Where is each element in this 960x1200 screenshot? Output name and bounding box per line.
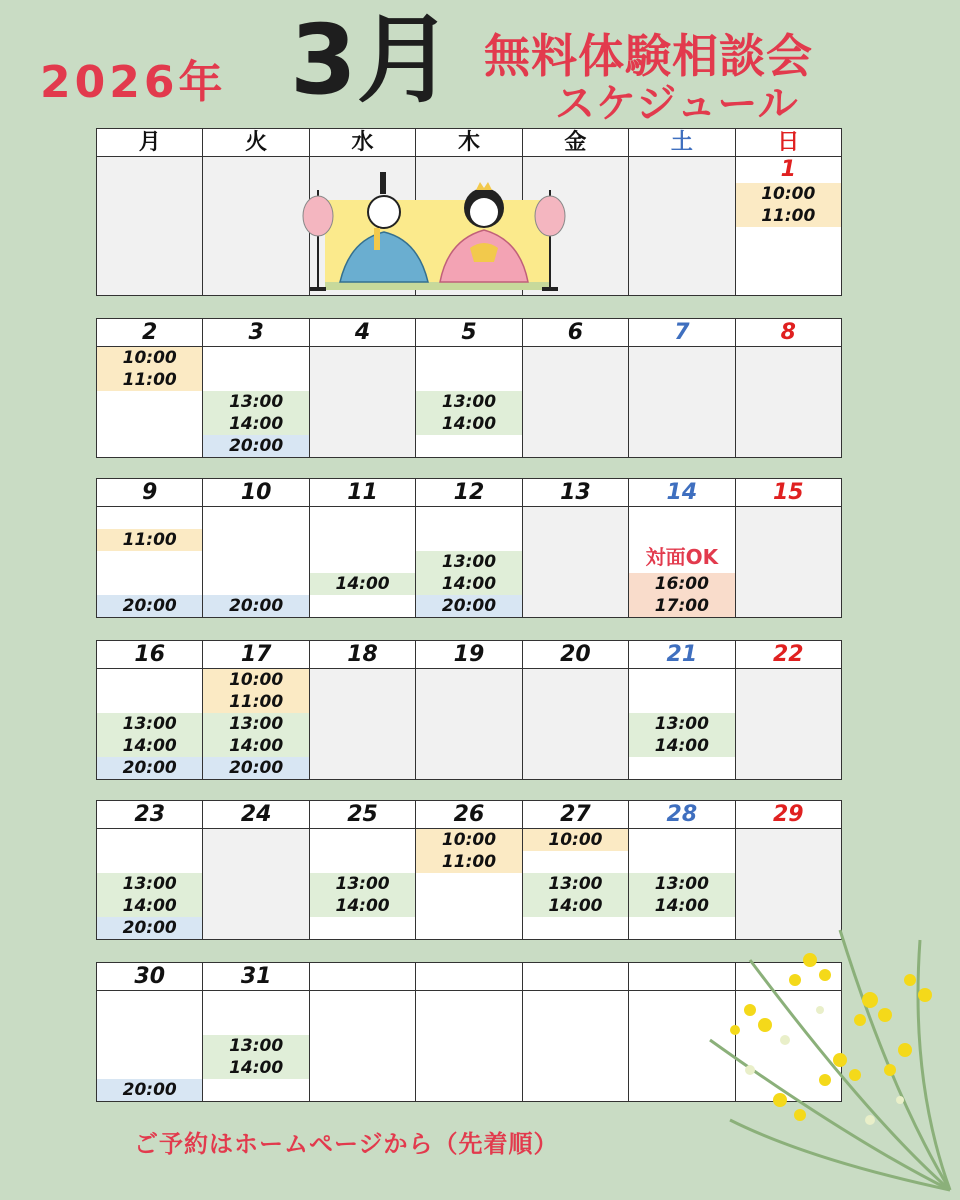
time-slot[interactable]: 10:00 xyxy=(203,669,308,691)
day-slots xyxy=(736,183,841,295)
time-slot[interactable]: 14:00 xyxy=(310,895,415,917)
day-number: 25 xyxy=(310,801,415,829)
day-number: 10 xyxy=(203,479,308,507)
calendar-day-17 xyxy=(203,641,309,780)
calendar-day-11 xyxy=(310,479,416,618)
calendar-day-24 xyxy=(203,801,309,940)
day-slots xyxy=(97,669,202,779)
day-slots xyxy=(97,347,202,457)
weekday-header: 月 xyxy=(97,129,202,157)
time-slot[interactable]: 11:00 xyxy=(736,205,841,227)
time-slot[interactable]: 20:00 xyxy=(97,1079,202,1101)
day-slots xyxy=(97,183,202,295)
calendar-day-16 xyxy=(97,641,203,780)
day-slots xyxy=(310,347,415,457)
calendar-day-19 xyxy=(416,641,522,780)
time-slot[interactable]: 14:00 xyxy=(203,735,308,757)
time-slot[interactable]: 11:00 xyxy=(97,529,202,551)
day-number: 16 xyxy=(97,641,202,669)
day-slots xyxy=(310,669,415,779)
day-number xyxy=(203,157,308,183)
calendar-day-6 xyxy=(523,319,629,458)
time-slot[interactable]: 13:00 xyxy=(523,873,628,895)
time-slot[interactable]: 10:00 xyxy=(523,829,628,851)
day-slots xyxy=(203,829,308,939)
day-number xyxy=(629,157,734,183)
hina-dolls-icon xyxy=(300,170,570,295)
time-slot[interactable]: 14:00 xyxy=(416,413,521,435)
time-slot[interactable]: 13:00 xyxy=(629,873,734,895)
month-label: 3月 xyxy=(290,4,453,116)
calendar-day-21 xyxy=(629,641,735,780)
calendar-day-empty xyxy=(97,129,203,296)
time-slot[interactable]: 13:00 xyxy=(629,713,734,735)
mimosa-bouquet-icon xyxy=(690,920,960,1200)
day-number xyxy=(523,963,628,991)
time-slot[interactable]: 14:00 xyxy=(203,413,308,435)
time-slot[interactable]: 20:00 xyxy=(97,917,202,939)
time-slot[interactable]: 13:00 xyxy=(310,873,415,895)
day-number: 27 xyxy=(523,801,628,829)
time-slot[interactable]: 10:00 xyxy=(416,829,521,851)
time-slot[interactable]: 20:00 xyxy=(97,595,202,617)
calendar-day-10 xyxy=(203,479,309,618)
day-number: 3 xyxy=(203,319,308,347)
day-number: 12 xyxy=(416,479,521,507)
calendar-day-22 xyxy=(736,641,842,780)
time-slot[interactable]: 14:00 xyxy=(629,895,734,917)
calendar-day-5 xyxy=(416,319,522,458)
day-slots xyxy=(416,829,521,939)
day-number: 8 xyxy=(736,319,841,347)
time-slot[interactable]: 20:00 xyxy=(97,757,202,779)
day-number xyxy=(310,963,415,991)
day-number: 11 xyxy=(310,479,415,507)
time-slot[interactable]: 14:00 xyxy=(416,573,521,595)
calendar-day-empty xyxy=(629,129,735,296)
weekday-header: 水 xyxy=(310,129,415,157)
day-slots xyxy=(310,829,415,939)
day-slots xyxy=(523,991,628,1101)
day-number: 26 xyxy=(416,801,521,829)
day-slots xyxy=(736,347,841,457)
time-slot[interactable]: 20:00 xyxy=(203,595,308,617)
time-slot[interactable]: 14:00 xyxy=(97,735,202,757)
time-slot[interactable]: 10:00 xyxy=(97,347,202,369)
day-slots xyxy=(523,669,628,779)
calendar-day-14 xyxy=(629,479,735,618)
calendar-day-30 xyxy=(97,963,203,1102)
time-slot[interactable]: 11:00 xyxy=(97,369,202,391)
time-slot[interactable]: 13:00 xyxy=(203,391,308,413)
day-slots xyxy=(203,991,308,1101)
day-slots xyxy=(416,507,521,617)
calendar-day-1 xyxy=(736,129,842,296)
time-slot[interactable]: 11:00 xyxy=(203,691,308,713)
day-slots xyxy=(97,829,202,939)
calendar-week-5 xyxy=(96,800,842,940)
day-slots xyxy=(523,507,628,617)
year-label: 2026年 xyxy=(40,57,227,108)
day-slots xyxy=(523,347,628,457)
day-slots xyxy=(629,507,734,617)
day-number: 4 xyxy=(310,319,415,347)
day-number: 31 xyxy=(203,963,308,991)
day-number xyxy=(416,963,521,991)
day-slots xyxy=(736,507,841,617)
day-number: 15 xyxy=(736,479,841,507)
day-number: 29 xyxy=(736,801,841,829)
time-slot[interactable]: 14:00 xyxy=(203,1057,308,1079)
day-number: 14 xyxy=(629,479,734,507)
calendar-day-empty xyxy=(310,963,416,1102)
calendar-day-7 xyxy=(629,319,735,458)
day-slots xyxy=(97,991,202,1101)
day-number: 6 xyxy=(523,319,628,347)
time-slot[interactable]: 13:00 xyxy=(203,713,308,735)
day-slots xyxy=(203,347,308,457)
calendar-day-26 xyxy=(416,801,522,940)
calendar-day-empty xyxy=(416,963,522,1102)
time-slot[interactable]: 14:00 xyxy=(523,895,628,917)
day-number xyxy=(97,157,202,183)
weekday-header: 土 xyxy=(629,129,734,157)
day-number: 28 xyxy=(629,801,734,829)
time-slot[interactable]: 17:00 xyxy=(629,595,734,617)
day-number: 24 xyxy=(203,801,308,829)
calendar-day-13 xyxy=(523,479,629,618)
calendar-day-empty xyxy=(523,963,629,1102)
calendar-day-23 xyxy=(97,801,203,940)
time-slot[interactable]: 14:00 xyxy=(310,573,415,595)
page-subtitle: スケジュール xyxy=(555,81,799,127)
day-number: 23 xyxy=(97,801,202,829)
day-slots xyxy=(203,669,308,779)
day-slots xyxy=(629,347,734,457)
calendar-day-empty xyxy=(203,129,309,296)
calendar-day-12 xyxy=(416,479,522,618)
day-slots xyxy=(203,507,308,617)
day-number: 18 xyxy=(310,641,415,669)
reservation-note: ご予約はホームページから（先着順） xyxy=(134,1130,559,1158)
day-number: 5 xyxy=(416,319,521,347)
calendar-week-3 xyxy=(96,478,842,618)
calendar-day-9 xyxy=(97,479,203,618)
weekday-header: 木 xyxy=(416,129,521,157)
page-title: 無料体験相談会 xyxy=(484,29,813,83)
time-slot[interactable]: 13:00 xyxy=(97,873,202,895)
weekday-header: 金 xyxy=(523,129,628,157)
time-slot[interactable]: 10:00 xyxy=(736,183,841,205)
calendar-week-2 xyxy=(96,318,842,458)
weekday-header: 火 xyxy=(203,129,308,157)
time-slot[interactable]: 16:00 xyxy=(629,573,734,595)
day-number: 22 xyxy=(736,641,841,669)
calendar-day-3 xyxy=(203,319,309,458)
time-slot[interactable]: 14:00 xyxy=(629,735,734,757)
day-slots xyxy=(310,991,415,1101)
calendar-day-27 xyxy=(523,801,629,940)
calendar-week-4 xyxy=(96,640,842,780)
time-slot[interactable]: 20:00 xyxy=(203,757,308,779)
day-slots xyxy=(736,669,841,779)
day-number: 1 xyxy=(736,157,841,183)
day-slots xyxy=(523,829,628,939)
day-slots xyxy=(416,669,521,779)
time-slot[interactable]: 14:00 xyxy=(97,895,202,917)
day-slots xyxy=(310,507,415,617)
page-header xyxy=(0,0,960,125)
time-slot[interactable]: 20:00 xyxy=(416,595,521,617)
day-number: 21 xyxy=(629,641,734,669)
day-number: 7 xyxy=(629,319,734,347)
time-slot[interactable]: 20:00 xyxy=(203,435,308,457)
in-person-note: 対面OK xyxy=(645,545,719,569)
time-slot[interactable]: 13:00 xyxy=(416,391,521,413)
calendar-day-2 xyxy=(97,319,203,458)
day-slots xyxy=(629,669,734,779)
day-slots xyxy=(97,507,202,617)
day-slots xyxy=(629,183,734,295)
day-number: 13 xyxy=(523,479,628,507)
day-slots xyxy=(203,183,308,295)
day-number: 30 xyxy=(97,963,202,991)
weekday-header: 日 xyxy=(736,129,841,157)
time-slot[interactable]: 13:00 xyxy=(416,551,521,573)
calendar-day-18 xyxy=(310,641,416,780)
time-slot[interactable]: 13:00 xyxy=(97,713,202,735)
day-number: 20 xyxy=(523,641,628,669)
day-slots xyxy=(416,991,521,1101)
calendar-day-15 xyxy=(736,479,842,618)
day-number: 17 xyxy=(203,641,308,669)
time-slot[interactable]: 13:00 xyxy=(203,1035,308,1057)
calendar-day-25 xyxy=(310,801,416,940)
time-slot[interactable]: 11:00 xyxy=(416,851,521,873)
day-number: 19 xyxy=(416,641,521,669)
day-number: 9 xyxy=(97,479,202,507)
calendar-day-31 xyxy=(203,963,309,1102)
calendar-day-4 xyxy=(310,319,416,458)
day-slots xyxy=(416,347,521,457)
calendar-day-8 xyxy=(736,319,842,458)
day-number: 2 xyxy=(97,319,202,347)
calendar-day-20 xyxy=(523,641,629,780)
